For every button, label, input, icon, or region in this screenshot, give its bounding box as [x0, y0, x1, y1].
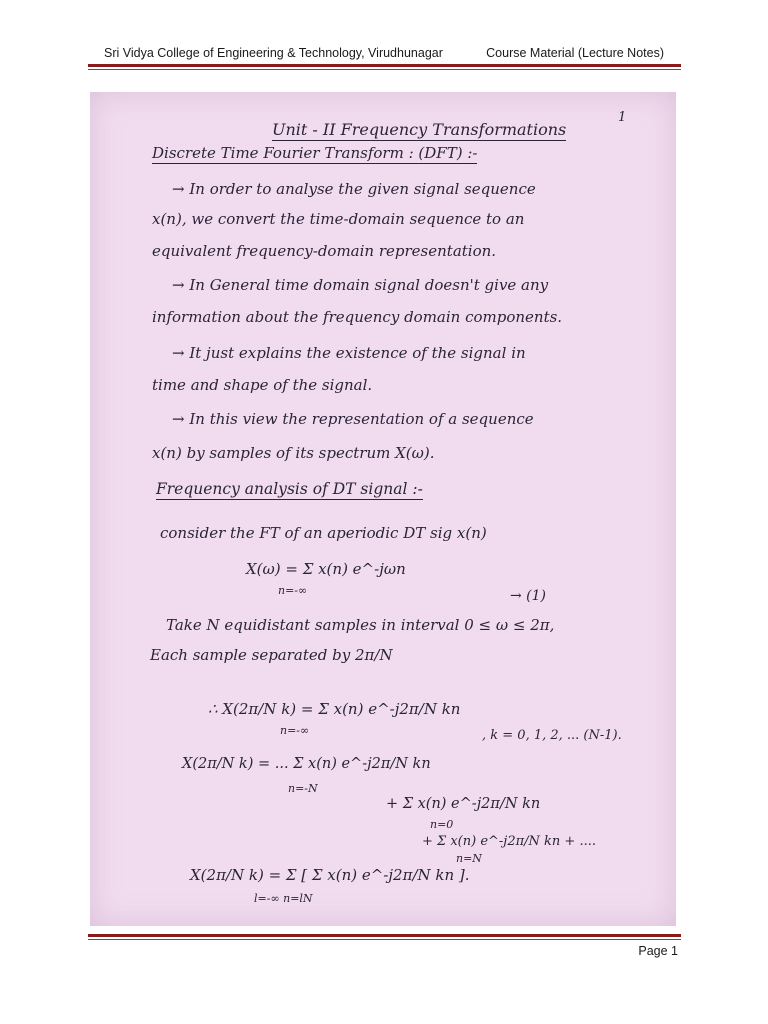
notes-line: → In General time domain signal doesn't give any [172, 276, 549, 294]
header-rule-thin [88, 69, 681, 70]
notes-line: consider the FT of an aperiodic DT sig x(n) [160, 524, 487, 542]
notes-line: x(n) by samples of its spectrum X(ω). [152, 444, 435, 462]
header-course-material: Course Material (Lecture Notes) [486, 46, 664, 60]
notes-line: time and shape of the signal. [152, 376, 373, 394]
header-rule [88, 64, 681, 67]
equation-range: , k = 0, 1, 2, ... (N-1). [482, 728, 622, 743]
footer-rule [88, 934, 681, 937]
equation: ∴ X(2π/N k) = Σ x(n) e^-j2π/N kn [208, 700, 461, 718]
notes-line: Take N equidistant samples in interval 0 ≤ ω ≤ 2π, [166, 616, 555, 634]
notes-line: → In order to analyse the given signal sequence [172, 180, 536, 198]
equation-tag: → (1) [510, 588, 547, 604]
equation: X(ω) = Σ x(n) e^-jωn [246, 560, 406, 578]
equation: + Σ x(n) e^-j2π/N kn [386, 796, 541, 812]
equation-limit: n=0 [430, 818, 454, 831]
equation-limit: n=-∞ [278, 584, 308, 597]
equation-limit: n=-∞ [280, 724, 310, 737]
page-label: Page 1 [638, 944, 678, 958]
equation-limit: n=-N [288, 782, 318, 795]
equation: X(2π/N k) = ... Σ x(n) e^-j2π/N kn [182, 756, 431, 772]
equation-limit: n=N [456, 852, 482, 865]
notes-line: information about the frequency domain components. [152, 308, 563, 326]
equation: + Σ x(n) e^-j2π/N kn + .... [422, 834, 596, 849]
page-number-handwritten: 1 [618, 110, 627, 125]
notes-line: Each sample separated by 2π/N [150, 646, 393, 664]
notes-line: → It just explains the existence of the signal in [172, 344, 526, 362]
header-institution: Sri Vidya College of Engineering & Technology, Virudhunagar [104, 46, 443, 60]
handwritten-notes-sheet [90, 92, 676, 926]
equation: X(2π/N k) = Σ [ Σ x(n) e^-j2π/N kn ]. [190, 866, 470, 884]
notes-line: equivalent frequency-domain representation. [152, 242, 497, 260]
section-heading: Frequency analysis of DT signal :- [156, 480, 423, 498]
equation-limit: l=-∞ n=lN [254, 892, 313, 905]
notes-subtitle: Discrete Time Fourier Transform : (DFT) :- [152, 144, 478, 162]
notes-title: Unit - II Frequency Transformations [272, 120, 567, 139]
notes-line: → In this view the representation of a sequence [172, 410, 534, 428]
footer-rule-thin [88, 939, 681, 940]
notes-line: x(n), we convert the time-domain sequence to an [152, 210, 525, 228]
